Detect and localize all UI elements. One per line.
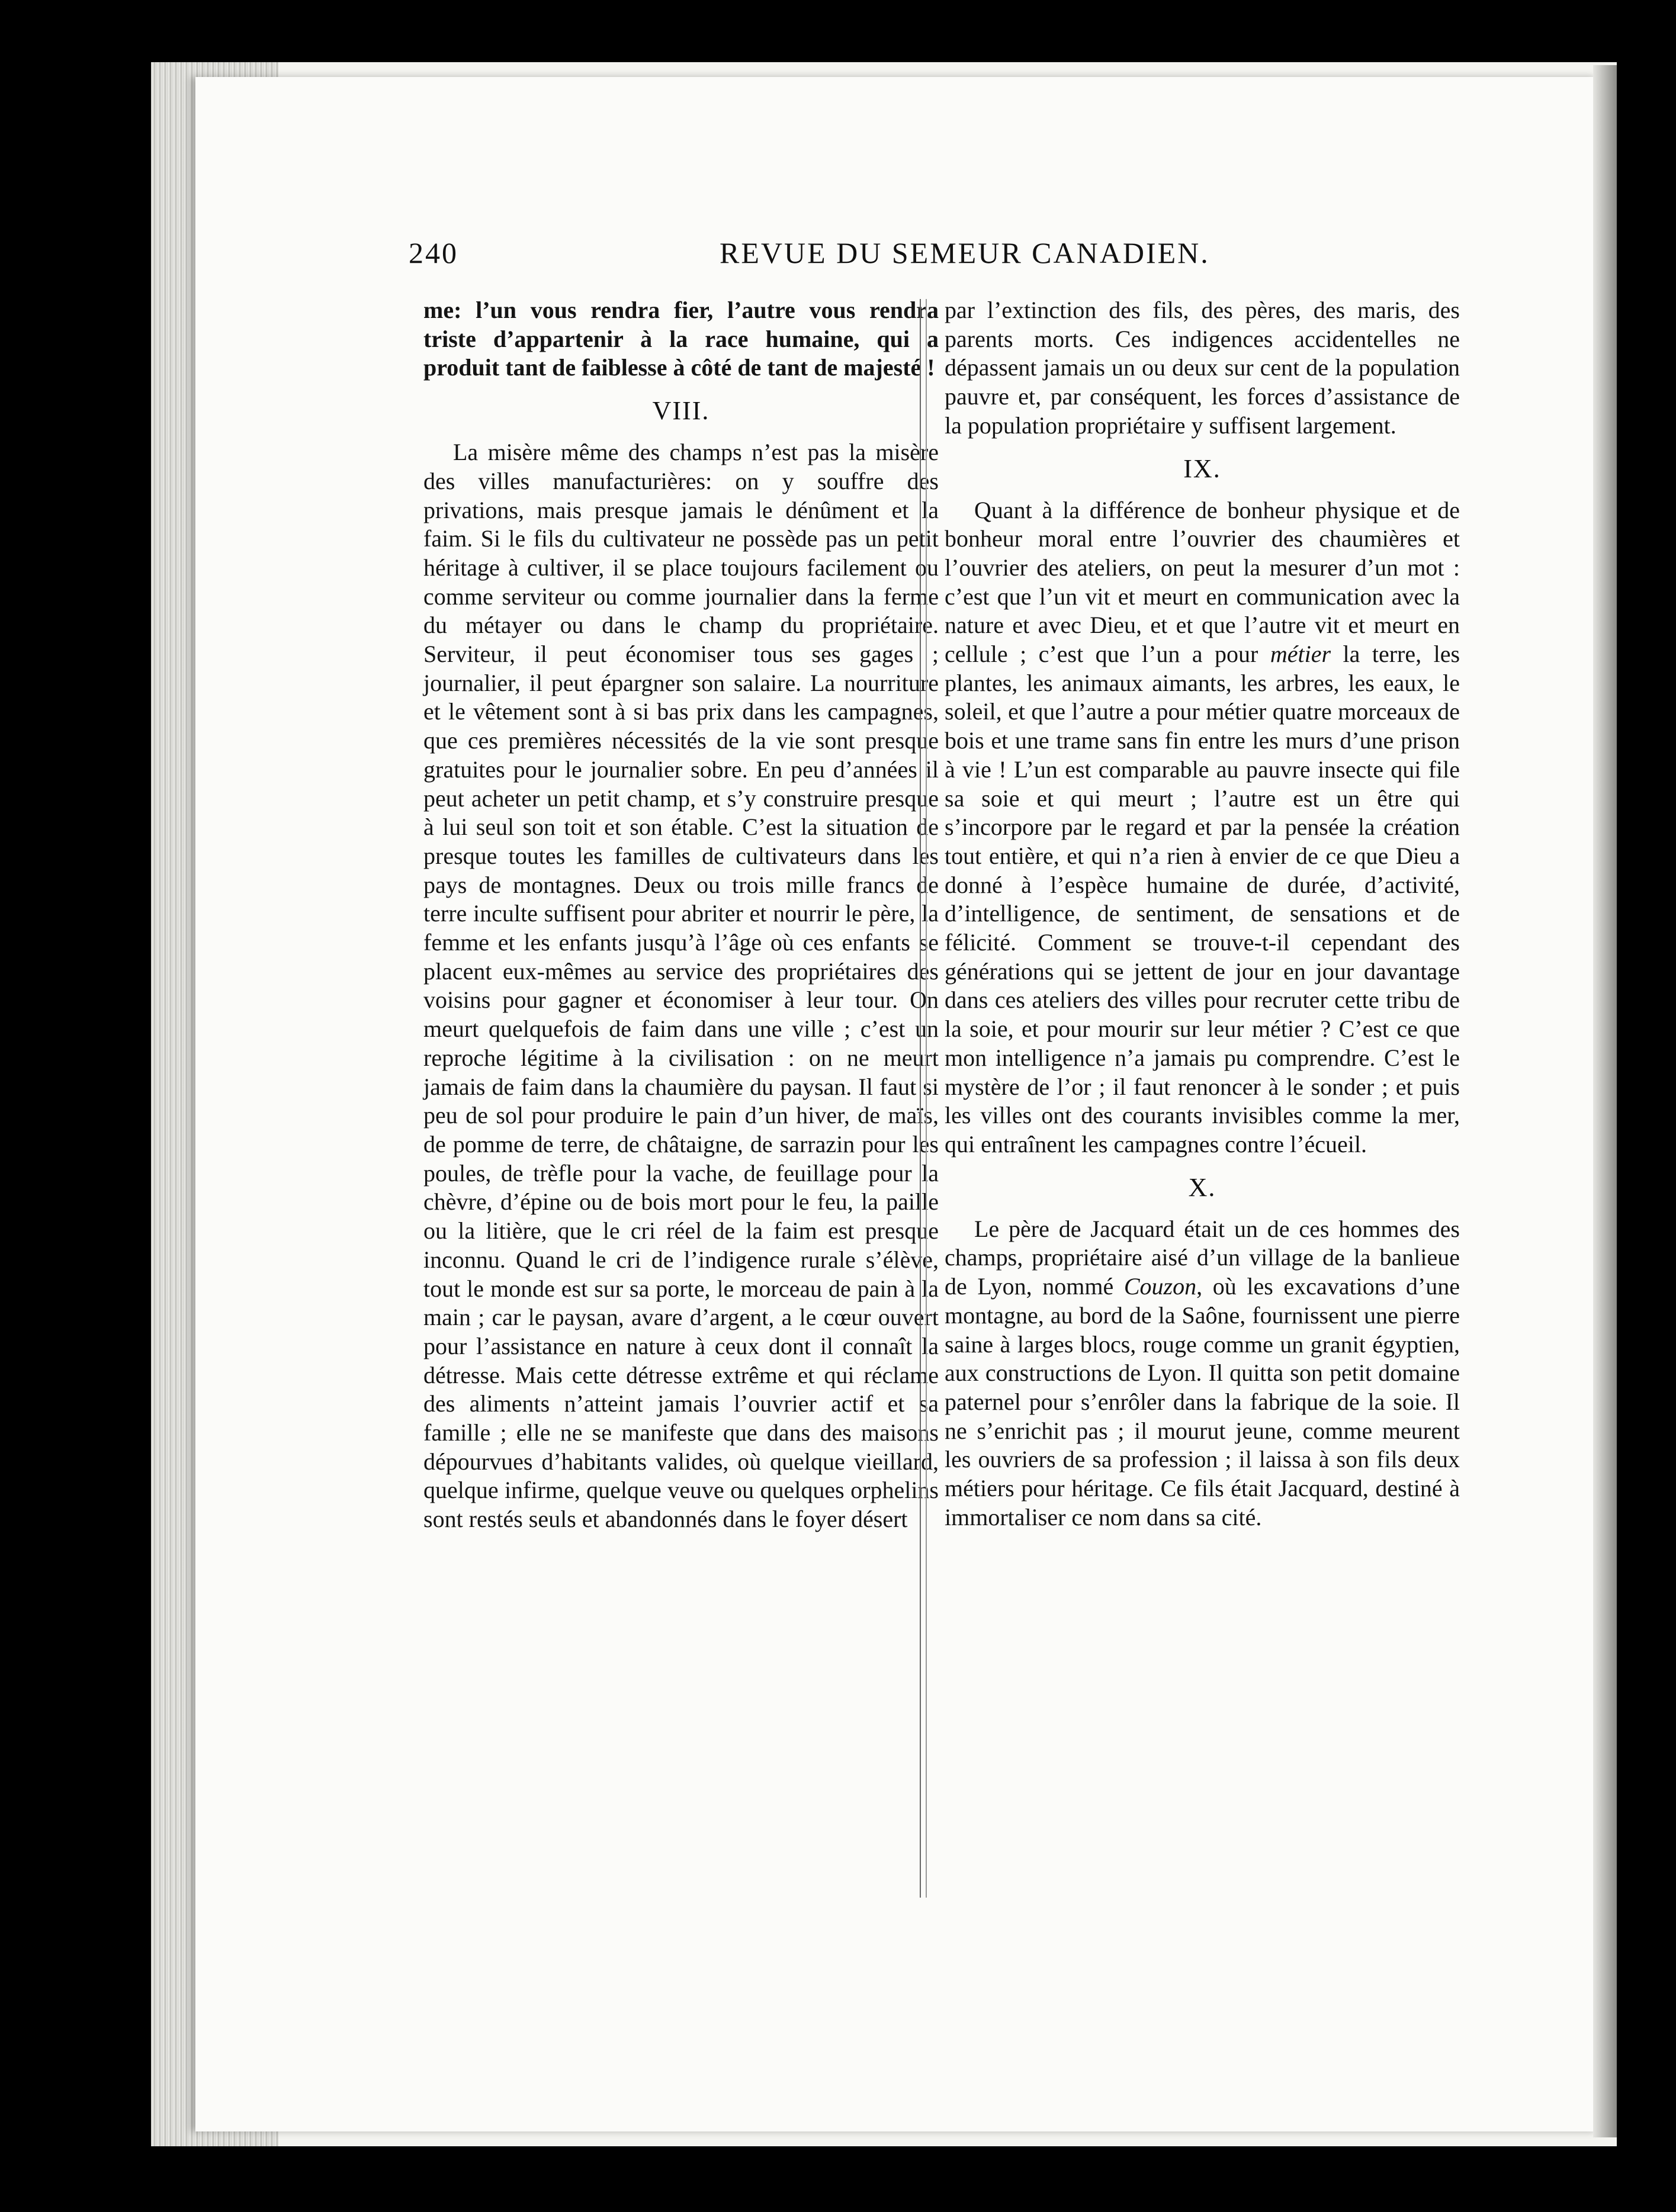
section-ix-text-part1: Quant à la différence de bonheur physique et de bonheur moral entre l’ouvrier des chaumières et l’ouvrier des ateliers, on peut la mesurer d’un mot : c’est que l’un vit et meurt en communication avec la nature et avec Dieu, et et que l’autre vit et meurt en cellule ; c’est que l’un a pour <box>945 496 1460 668</box>
section-heading-viii: VIII. <box>652 396 710 426</box>
continuation-paragraph: par l’extinction des fils, des pères, des maris, des parents morts. Ces indigences accidentelles ne dépassent jamais un ou deux sur cent de la population pauvre et, par conséquent, les forces d’assistance de la population propriétaire y suffisent largement. <box>945 297 1460 439</box>
gutter-shadow <box>1593 65 1617 2137</box>
section-heading-ix: IX. <box>1183 454 1221 483</box>
section-x-text-part1: Le père de Jacquard était un de ces hommes des champs, propriétaire aisé d’un village de la banlieue de Lyon, nommé <box>945 1215 1460 1300</box>
section-ix-italic-word: métier <box>1270 641 1331 668</box>
running-title: REVUE DU SEMEUR CANADIEN. <box>720 236 1210 269</box>
section-heading-x: X. <box>1188 1172 1216 1202</box>
page-number: 240 <box>409 236 458 269</box>
opening-paragraph: me: l’un vous rendra fier, l’autre vous rendra triste d’appartenir à la race humaine, qui a produit tant de faiblesse à côté de tant de majesté ! <box>423 297 939 381</box>
section-x-italic-word: Couzon <box>1123 1273 1197 1300</box>
section-x-text-part2: , où les excavations d’une montagne, au bord de la Saône, fournissent une pierre saine à larges blocs, rouge comme un granit égyptien, aux constructions de Lyon. Il quitta son petit domaine paternel pour s’enrôler dans la fabrique de la soie. Il ne s’enrichit pas ; il mourut jeune, comme meurent les ouvriers de sa profession ; il laissa à son fils deux métiers pour héritage. Ce fils était Jacquard, destiné à immortaliser ce nom dans sa cité. <box>945 1273 1460 1531</box>
left-column <box>423 296 939 1534</box>
section-ix-text-part2: la terre, les plantes, les animaux aimants, les arbres, les eaux, le soleil, et que l’autre a pour métier quatre morceaux de bois et une trame sans fin entre les murs d’une prison à vie ! L’un est comparable au pauvre insecte qui file sa soie et qui meurt ; l’autre est un être qui s’incorpore par le regard et par la pensée la création tout entière, et qui n’a rien à envier de ce que Dieu a donné à l’espèce humaine de durée, d’activité, d’intelligence, de sentiment, de sensations et de félicité. Comment se trouve-t-il cependant des générations qui se jettent de jour en jour davantage dans ces ateliers des villes pour recruter cette tribu de la soie, et pour mourir sur leur métier ? C’est ce que mon intelligence n’a jamais pu comprendre. C’est le mystère de l’or ; il faut renoncer à le sonder ; et puis les villes ont des courants invisibles comme la mer, qui entraînent les campagnes contre l’écueil. <box>945 641 1460 1158</box>
section-ix-paragraph <box>945 496 1460 1159</box>
right-column <box>945 296 1460 1532</box>
column-divider <box>920 299 927 1898</box>
section-viii-paragraph: La misère même des champs n’est pas la misère des villes manufacturières: on y souffre des privations, mais presque jamais le dénûment et la faim. Si le fils du cultivateur ne possède pas un petit héritage à cultiver, il se place toujours facilement ou comme serviteur ou comme journalier dans la ferme du métayer ou dans le champ du propriétaire. Serviteur, il peut économiser tous ses gages ; journalier, il peut épargner son salaire. La nourriture et le vêtement sont à si bas prix dans les campagnes, que ces premières nécessités de la vie sont presque gratuites pour le journalier sobre. En peu d’années il peut acheter un petit champ, et s’y construire presque à lui seul son toit et son étable. C’est la situation de presque toutes les familles de cultivateurs dans les pays de montagnes. Deux ou trois mille francs de terre inculte suffisent pour abriter et nourrir le père, la femme et les enfants jusqu’à l’âge où ces enfants se placent eux-mêmes au service des propriétaires des voisins pour gagner et économiser à leur tour. On meurt quelquefois de faim dans une ville ; c’est un reproche légitime à la civilisation : on ne meurt jamais de faim dans la chaumière du paysan. Il faut si peu de sol pour produire le pain d’un hiver, de maïs, de pomme de terre, de châtaigne, de sarrazin pour les poules, de trèfle pour la vache, de feuillage pour la chèvre, d’épine ou de bois mort pour le feu, la paille ou la litière, que le cri réel de la faim est presque inconnu. Quand le cri de l’indigence rurale s’élève, tout le monde est sur sa porte, le morceau de pain à la main ; car le paysan, avare d’argent, a le cœur ouvert pour l’assistance en nature à ceux dont il connaît la détresse. Mais cette détresse extrême et qui réclame des aliments n’atteint jamais l’ouvrier actif et sa famille ; elle ne se manifeste que dans des maisons dépourvues d’habitants valides, où quelque vieillard, quelque infirme, quelque veuve ou quelques orphelins sont restés seuls et abandonnés dans le foyer désert <box>423 439 939 1533</box>
section-x-paragraph <box>945 1215 1460 1532</box>
